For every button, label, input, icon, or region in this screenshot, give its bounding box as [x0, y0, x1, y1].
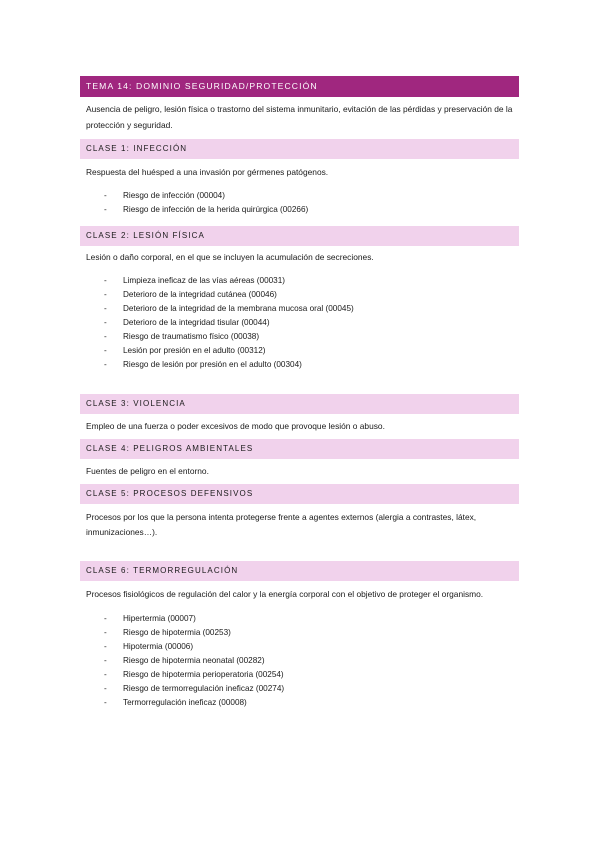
tema-title: TEMA 14: DOMINIO SEGURIDAD/PROTECCIÓN [86, 81, 318, 91]
bullet-dash: - [104, 304, 107, 313]
document-page [80, 76, 519, 710]
clase-2-list [80, 274, 519, 372]
bullet-dash: - [104, 360, 107, 369]
bullet-dash: - [104, 642, 107, 651]
list-item-text: Riesgo de termorregulación ineficaz (00274) [123, 684, 285, 693]
list-item [80, 344, 519, 358]
bullet-dash: - [104, 614, 107, 623]
bullet-dash: - [104, 191, 107, 200]
clase-2-title: CLASE 2: LESIÓN FÍSICA [86, 231, 205, 240]
clase-5-title: CLASE 5: PROCESOS DEFENSIVOS [86, 489, 254, 498]
bullet-dash: - [104, 656, 107, 665]
bullet-dash: - [104, 276, 107, 285]
list-item-text: Deterioro de la integridad cutánea (00046) [123, 290, 277, 299]
clase-2-bar [80, 226, 519, 246]
tema-title-bar [80, 76, 519, 97]
list-item [80, 668, 519, 682]
list-item [80, 654, 519, 668]
clase-1-bar [80, 139, 519, 159]
clase-1-list [80, 189, 519, 217]
list-item-text: Lesión por presión en el adulto (00312) [123, 346, 266, 355]
bullet-dash: - [104, 290, 107, 299]
clase-3-bar [80, 394, 519, 414]
list-item-text: Deterioro de la integridad tisular (00044) [123, 318, 270, 327]
clase-6-title: CLASE 6: TERMORREGULACIÓN [86, 566, 239, 575]
list-item [80, 626, 519, 640]
bullet-dash: - [104, 670, 107, 679]
list-item-text: Hipotermia (00006) [123, 642, 194, 651]
clase-1-title: CLASE 1: INFECCIÓN [86, 144, 188, 153]
bullet-dash: - [104, 346, 107, 355]
list-item [80, 640, 519, 654]
clase-3-desc: Empleo de una fuerza o poder excesivos de modo que provoque lesión o abuso. [86, 421, 385, 431]
list-item [80, 330, 519, 344]
clase-6-list [80, 612, 519, 710]
clase-3-title: CLASE 3: VIOLENCIA [86, 399, 186, 408]
clase-4-bar [80, 439, 519, 459]
list-item [80, 612, 519, 626]
list-item-text: Hipertermia (00007) [123, 614, 196, 623]
list-item [80, 316, 519, 330]
clase-6-bar [80, 561, 519, 581]
list-item-text: Riesgo de lesión por presión en el adulto (00304) [123, 360, 302, 369]
list-item-text: Termorregulación ineficaz (00008) [123, 698, 247, 707]
list-item-text: Deterioro de la integridad de la membrana mucosa oral (00045) [123, 304, 354, 313]
list-item-text: Riesgo de infección (00004) [123, 191, 225, 200]
bullet-dash: - [104, 205, 107, 214]
list-item-text: Riesgo de traumatismo físico (00038) [123, 332, 260, 341]
bullet-dash: - [104, 628, 107, 637]
clase-5-bar [80, 484, 519, 504]
tema-intro: Ausencia de peligro, lesión física o trastorno del sistema inmunitario, evitación de las pérdidas y preservación de la protección y seguridad. [86, 104, 513, 130]
list-item [80, 288, 519, 302]
list-item [80, 274, 519, 288]
clase-4-desc: Fuentes de peligro en el entorno. [86, 466, 209, 476]
list-item [80, 302, 519, 316]
clase-5-desc: Procesos por los que la persona intenta protegerse frente a agentes externos (alergia a contrastes, látex, inmunizaciones…). [86, 512, 477, 537]
bullet-dash: - [104, 698, 107, 707]
bullet-dash: - [104, 318, 107, 327]
list-item [80, 203, 519, 217]
list-item-text: Riesgo de hipotermia perioperatoria (00254) [123, 670, 284, 679]
list-item [80, 682, 519, 696]
bullet-dash: - [104, 684, 107, 693]
clase-2-desc: Lesión o daño corporal, en el que se incluyen la acumulación de secreciones. [86, 252, 374, 262]
list-item-text: Limpieza ineficaz de las vías aéreas (00031) [123, 276, 286, 285]
list-item-text: Riesgo de infección de la herida quirúrgica (00266) [123, 205, 309, 214]
clase-1-desc: Respuesta del huésped a una invasión por gérmenes patógenos. [86, 167, 329, 177]
clase-6-desc: Procesos fisiológicos de regulación del calor y la energía corporal con el objetivo de proteger el organismo. [86, 589, 484, 599]
list-item [80, 696, 519, 710]
list-item [80, 189, 519, 203]
list-item-text: Riesgo de hipotermia neonatal (00282) [123, 656, 265, 665]
list-item [80, 358, 519, 372]
bullet-dash: - [104, 332, 107, 341]
clase-4-title: CLASE 4: PELIGROS AMBIENTALES [86, 444, 254, 453]
list-item-text: Riesgo de hipotermia (00253) [123, 628, 231, 637]
